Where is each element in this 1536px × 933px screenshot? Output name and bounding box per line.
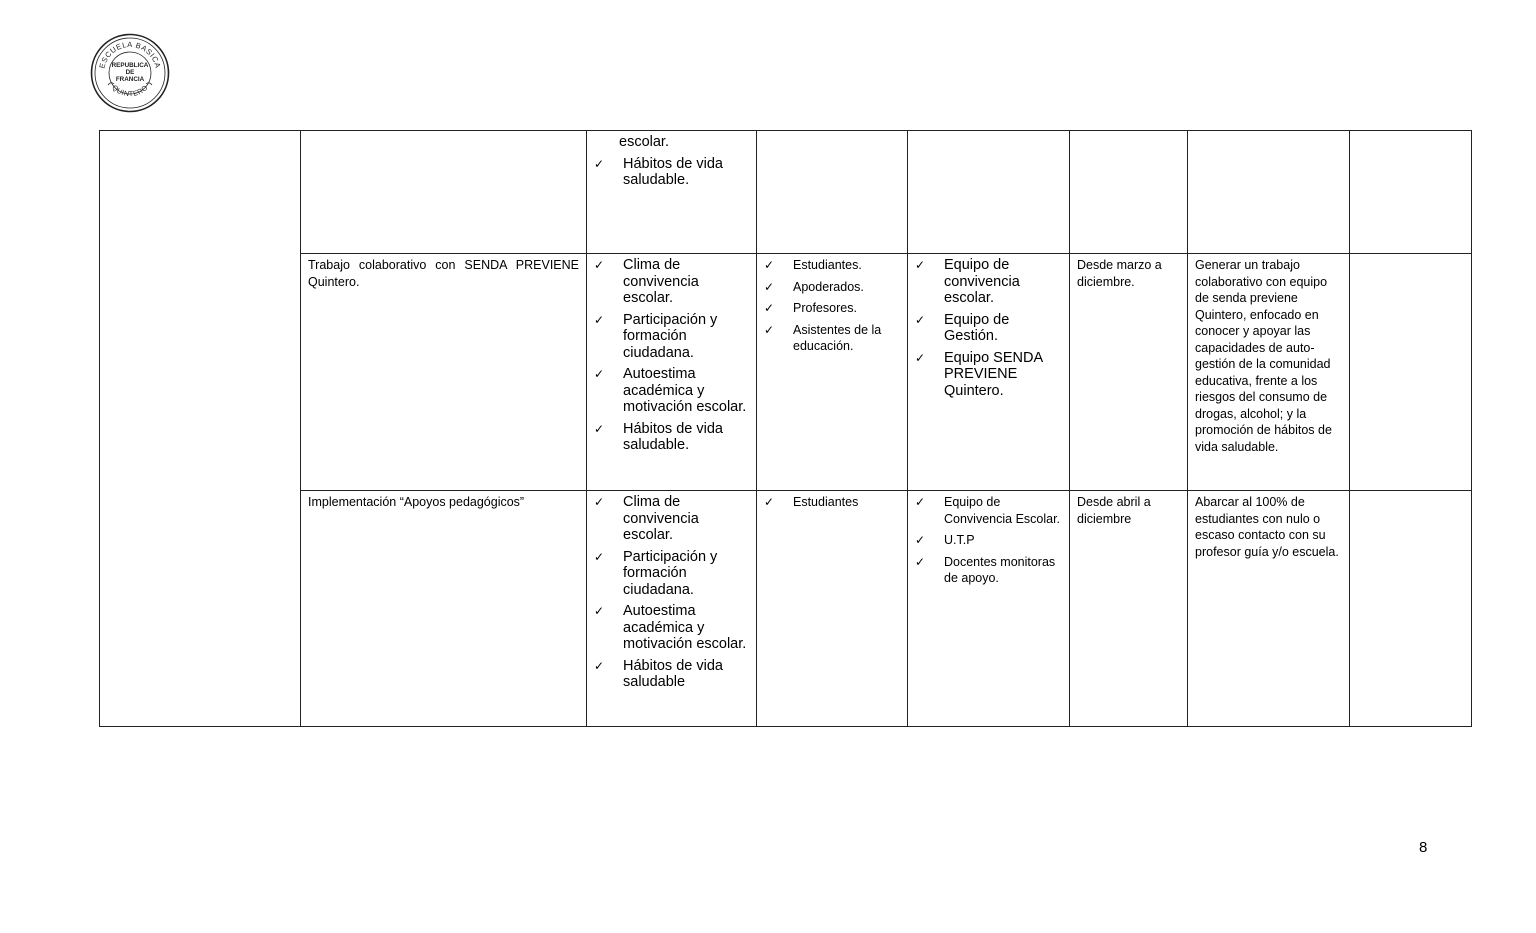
dimensions-cell <box>587 254 757 491</box>
list-item: ✓ Equipo SENDA PREVIENE Quintero. <box>915 349 1043 399</box>
school-seal-logo <box>90 33 170 113</box>
list-item: ✓ Clima de convivencia escolar. <box>594 494 699 543</box>
list-item: ✓ Autoestima académica y motivación escolar. <box>594 603 747 652</box>
goal-cell: Generar un trabajo colaborativo con equipo de senda previene Quintero, enfocado en conocer y apoyar las capacidades de auto-gestión de la comunidad educativa, frente a los riesgos del consumo de drogas, alcohol; y la promoción de hábitos de vida saludable. <box>1188 254 1350 491</box>
check-icon: ✓ <box>594 604 605 618</box>
list-item: escolar. <box>619 134 669 150</box>
list-item: ✓ Apoderados. <box>764 279 864 294</box>
responsibles-list <box>915 257 1062 399</box>
extra-cell <box>1350 491 1472 727</box>
check-icon: ✓ <box>594 367 605 381</box>
audience-list <box>764 494 900 511</box>
goal-cell: Abarcar al 100% de estudiantes con nulo o escaso contacto con su profesor guía y/o escuela. <box>1188 491 1350 727</box>
page-number: 8 <box>1419 839 1428 856</box>
objective-area-cell <box>100 131 301 727</box>
goal-cell <box>1188 131 1350 254</box>
list-item: ✓ Hábitos de vida saludable. <box>594 420 723 453</box>
list-item: ✓ Profesores. <box>764 301 857 315</box>
responsibles-cell <box>908 491 1070 727</box>
check-icon: ✓ <box>764 258 775 272</box>
check-icon: ✓ <box>594 258 605 272</box>
list-item: ✓ Estudiantes. <box>764 258 862 272</box>
list-item: ✓ Participación y formación ciudadana. <box>594 548 718 598</box>
svg-text:REPUBLICA: REPUBLICA <box>111 62 149 69</box>
dimensions-cell <box>587 491 757 727</box>
responsibles-cell <box>908 131 1070 254</box>
table-row <box>100 491 1472 727</box>
dimensions-list <box>594 494 749 691</box>
dimensions-list <box>594 257 749 454</box>
list-item: ✓ U.T.P <box>915 533 975 547</box>
list-item: ✓ Clima de convivencia escolar. <box>594 257 699 306</box>
list-item: ✓ Equipo de Gestión. <box>915 311 1010 344</box>
check-icon: ✓ <box>915 495 926 509</box>
audience-list <box>764 257 900 355</box>
activity-cell <box>301 131 587 254</box>
extra-cell <box>1350 131 1472 254</box>
period-cell: Desde abril a diciembre <box>1070 491 1188 727</box>
responsibles-list <box>915 494 1062 587</box>
svg-text:FRANCIA: FRANCIA <box>115 76 145 83</box>
dimensions-cell <box>587 131 757 254</box>
check-icon: ✓ <box>764 301 775 315</box>
list-item: ✓ Equipo de Convivencia Escolar. <box>915 495 1061 526</box>
check-icon: ✓ <box>915 312 926 327</box>
list-item: ✓ Autoestima académica y motivación escolar. <box>594 366 747 415</box>
check-icon: ✓ <box>594 658 605 673</box>
list-item: ✓ Participación y formación ciudadana. <box>594 311 718 361</box>
extra-cell <box>1350 254 1472 491</box>
check-icon: ✓ <box>594 312 605 327</box>
dimensions-list <box>594 134 749 189</box>
svg-text:DE: DE <box>125 69 135 76</box>
period-cell <box>1070 131 1188 254</box>
list-item: ✓ Hábitos de vida saludable <box>594 657 723 690</box>
check-icon: ✓ <box>594 421 605 436</box>
list-item: ✓ Docentes monitoras de apoyo. <box>915 554 1056 585</box>
list-item: ✓ Asistentes de la educación. <box>764 322 882 353</box>
responsibles-cell <box>908 254 1070 491</box>
check-icon: ✓ <box>915 350 926 365</box>
table-row <box>100 131 1472 254</box>
svg-text:ESCUELA BASICA: ESCUELA BASICA <box>97 39 163 70</box>
list-item: ✓ Estudiantes <box>764 495 859 509</box>
list-item: ✓ Hábitos de vida saludable. <box>594 155 723 188</box>
svg-text:QUINTERO: QUINTERO <box>110 84 150 99</box>
table-row <box>100 254 1472 491</box>
check-icon: ✓ <box>915 533 926 547</box>
check-icon: ✓ <box>764 279 775 294</box>
period-cell: Desde marzo a diciembre. <box>1070 254 1188 491</box>
check-icon: ✓ <box>764 322 775 337</box>
check-icon: ✓ <box>594 495 605 509</box>
check-icon: ✓ <box>915 554 926 569</box>
check-icon: ✓ <box>764 495 775 509</box>
list-item: ✓ Equipo de convivencia escolar. <box>915 257 1020 306</box>
audience-cell <box>757 131 908 254</box>
audience-cell <box>757 491 908 727</box>
check-icon: ✓ <box>915 258 926 272</box>
check-icon: ✓ <box>594 156 605 171</box>
audience-cell <box>757 254 908 491</box>
activity-cell: Trabajo colaborativo con SENDA PREVIENE Quintero. <box>301 254 587 491</box>
activity-cell: Implementación “Apoyos pedagógicos” <box>301 491 587 727</box>
check-icon: ✓ <box>594 549 605 564</box>
plan-table <box>99 130 1472 727</box>
